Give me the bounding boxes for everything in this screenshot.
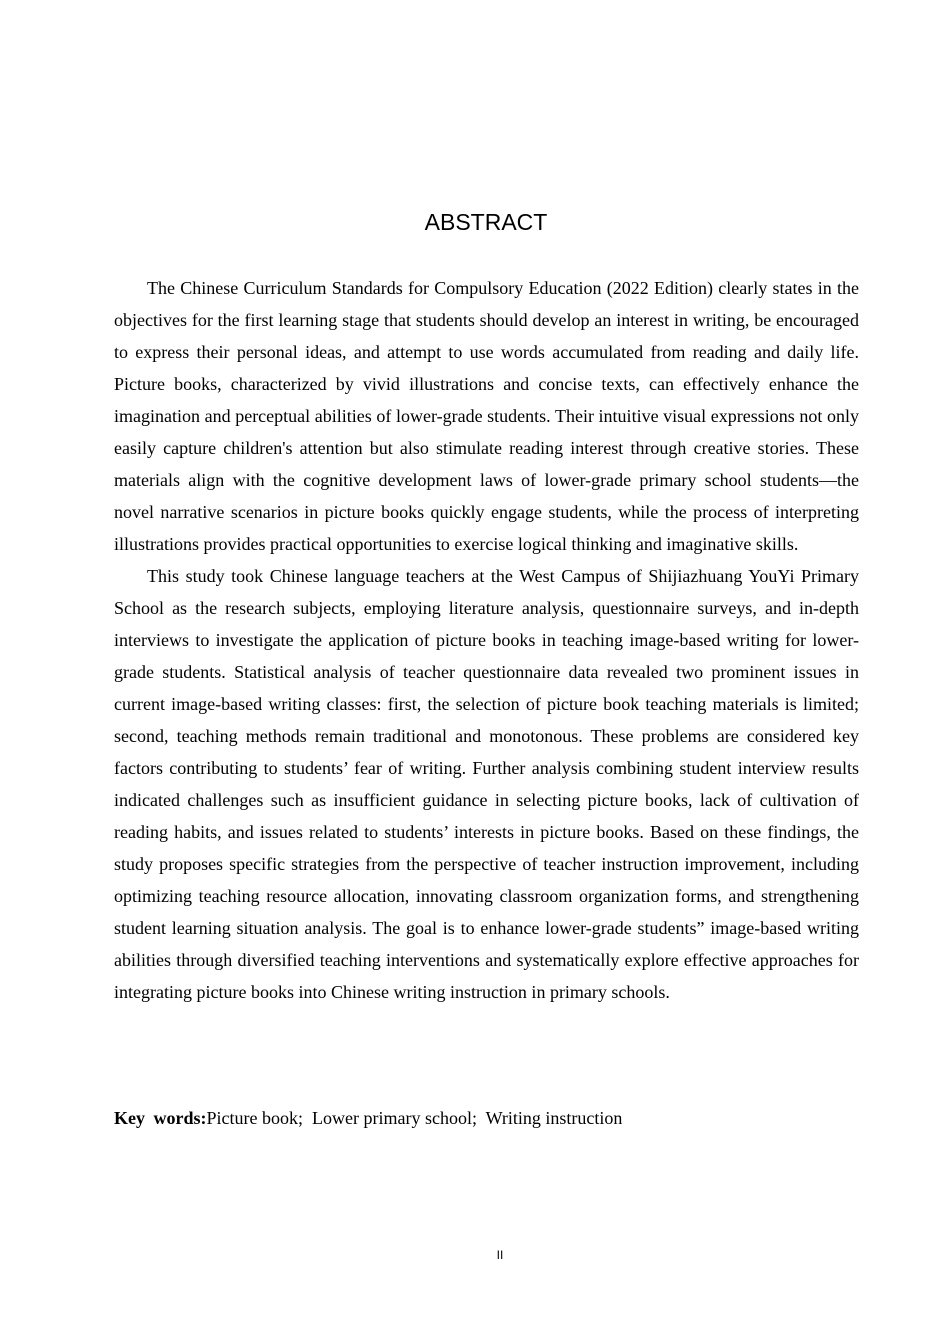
keyword-item: Picture book [206,1108,298,1128]
keyword-separator: ; [471,1108,486,1128]
keyword-separator: ; [298,1108,313,1128]
abstract-paragraph-1: The Chinese Curriculum Standards for Compulsory Education (2022 Edition) clearly states in the objectives for the first learning stage that students should develop an interest in writing, be encouraged to express their personal ideas, and attempt to use words accumulated from reading and daily life. Picture books, characterized by vivid illustrations and concise texts, can effectively enhance the imagination and perceptual abilities of lower-grade students. Their intuitive visual expressions not only easily capture children's attention but also stimulate reading interest through creative stories. These materials align with the cognitive development laws of lower-grade primary school students—the novel narrative scenarios in picture books quickly engage students, while the process of interpreting illustrations provides practical opportunities to exercise logical thinking and imaginative skills. [114,278,859,554]
abstract-paragraph-2: This study took Chinese language teachers at the West Campus of Shijiazhuang YouYi Primary School as the research subjects, employing literature analysis, questionnaire surveys, and in-depth interviews to investigate the application of picture books in teaching image-based writing for lower-grade students. Statistical analysis of teacher questionnaire data revealed two prominent issues in current image-based writing classes: first, the selection of picture book teaching materials is limited; second, teaching methods remain traditional and monotonous. These problems are considered key factors contributing to students’ fear of writing. Further analysis combining student interview results indicated challenges such as insufficient guidance in selecting picture books, lack of cultivation of reading habits, and issues related to students’ interests in picture books. Based on these findings, the study proposes specific strategies from the perspective of teacher instruction improvement, including optimizing teaching resource allocation, innovating classroom organization forms, and strengthening student learning situation analysis. The goal is to enhance lower-grade students” image-based writing abilities through diversified teaching interventions and systematically explore effective approaches for integrating picture books into Chinese writing instruction in primary schools. [114,566,859,1002]
abstract-body [114,272,859,1008]
abstract-title: ABSTRACT [424,209,548,235]
keyword-item: Lower primary school [312,1108,472,1128]
page-number: II [496,1248,504,1262]
keywords-line [114,1102,859,1134]
keywords-label: Key words: [114,1108,207,1128]
keyword-item: Writing instruction [485,1108,623,1128]
